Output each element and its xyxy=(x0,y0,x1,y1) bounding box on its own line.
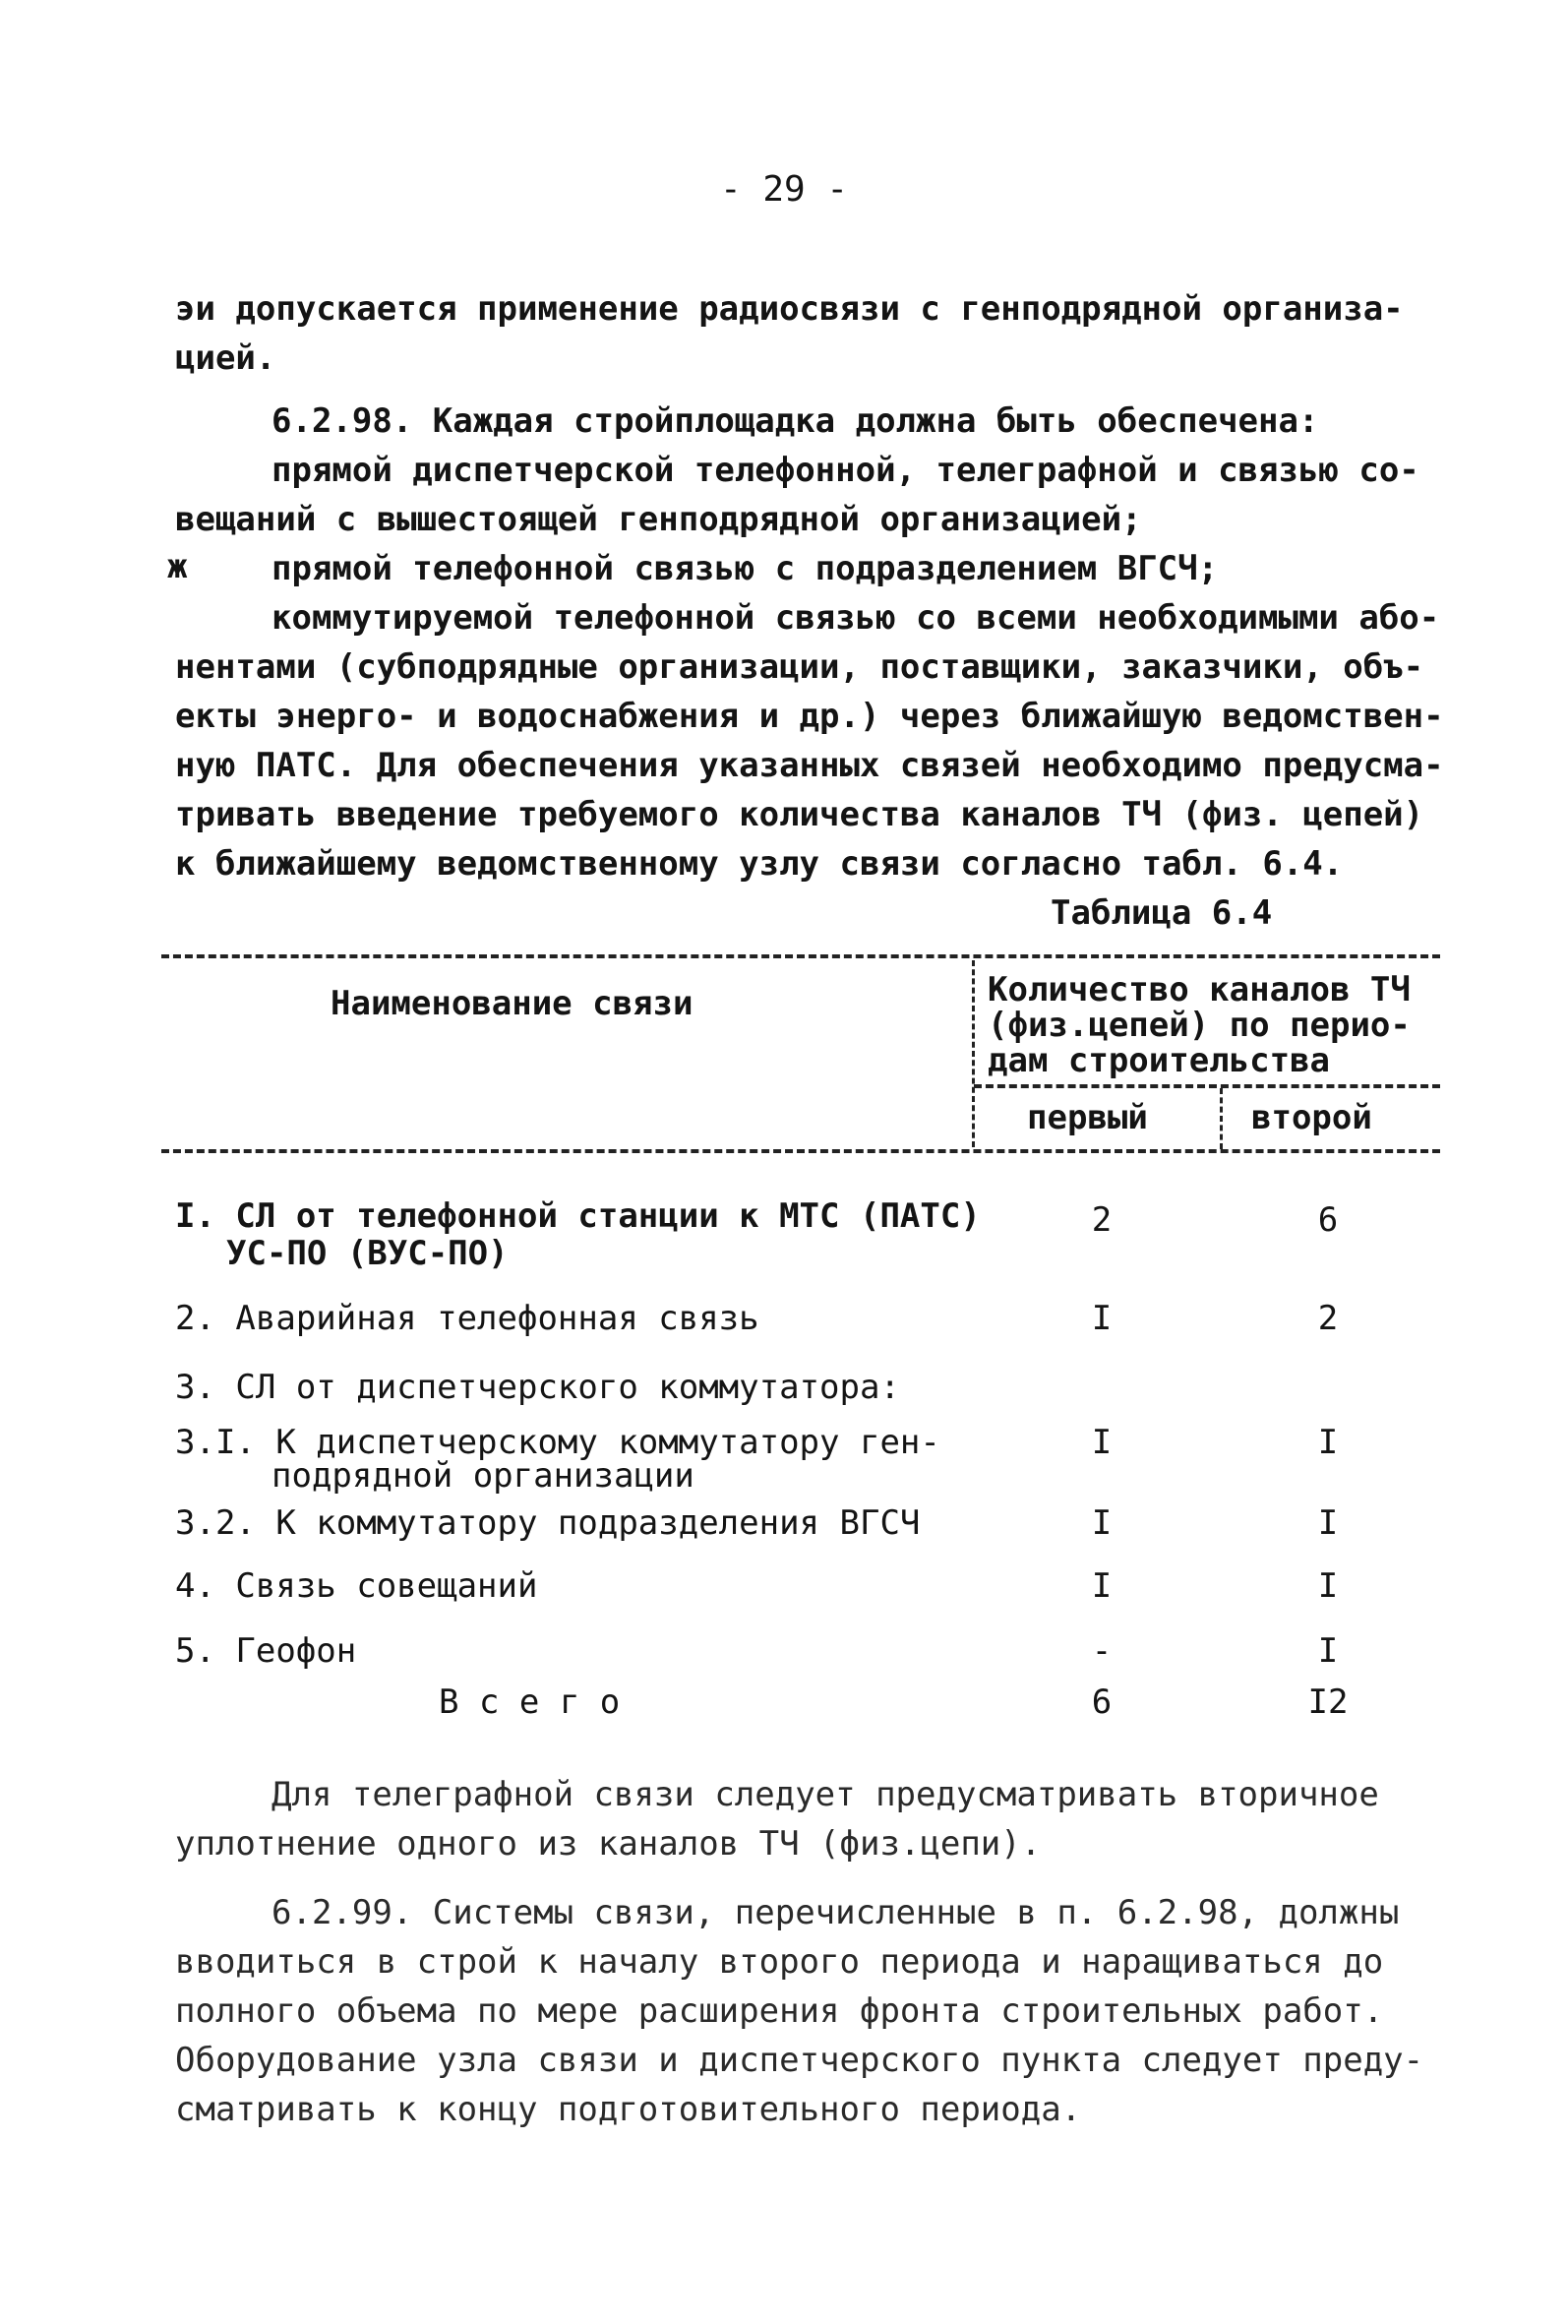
table-row-3-name: 3. СЛ от диспетчерского коммутатора: xyxy=(175,1368,900,1407)
table-row-3-1-first: I xyxy=(1091,1423,1113,1462)
section-6-2-98-line-7: екты энерго- и водоснабжения и др.) через ближайшую ведомствен- xyxy=(175,697,1444,736)
table-header-channels-line-3: дам строительства xyxy=(988,1041,1330,1080)
section-6-2-98-line-5: коммутируемой телефонной связью со всеми необходимыми або- xyxy=(271,598,1440,638)
table-row-3-1-name: 3.I. К диспетчерскому коммутатору ген- xyxy=(175,1423,940,1462)
table-row-3-2-second: I xyxy=(1317,1503,1339,1543)
table-row-3-1-name-cont: подрядной организации xyxy=(271,1456,694,1496)
table-row-3-1-second: I xyxy=(1317,1423,1339,1462)
section-6-2-98-line-6: нентами (субподрядные организации, поставщики, заказчики, объ- xyxy=(175,647,1424,687)
margin-mark: ж xyxy=(167,547,188,586)
section-6-2-99-line-3: полного объема по мере расширения фронта строительных работ. xyxy=(175,1991,1384,2031)
section-6-2-98-line-2: прямой диспетчерской телефонной, телеграфной и связью со- xyxy=(271,451,1419,490)
table-row-3-2-name: 3.2. К коммутатору подразделения ВГСЧ xyxy=(175,1503,921,1543)
table-row-3-2-first: I xyxy=(1091,1503,1113,1543)
table-total-second: I2 xyxy=(1307,1682,1349,1722)
table-row-4-second: I xyxy=(1317,1566,1339,1606)
section-6-2-98-line-9: тривать введение требуемого количества каналов ТЧ (физ. цепей) xyxy=(175,795,1424,834)
section-6-2-98-line-10: к ближайшему ведомственному узлу связи согласно табл. 6.4. xyxy=(175,844,1344,884)
table-header-period-2: второй xyxy=(1251,1098,1372,1137)
table-row-2-name: 2. Аварийная телефонная связь xyxy=(175,1299,759,1338)
section-6-2-98-line-8: ную ПАТС. Для обеспечения указанных связей необходимо предусма- xyxy=(175,746,1444,785)
table-row-1-name: I. СЛ от телефонной станции к МТС (ПАТС) xyxy=(175,1196,981,1236)
section-6-2-99-line-2: вводиться в строй к началу второго периода и наращиваться до xyxy=(175,1942,1384,1982)
section-6-2-99-line-4: Оборудование узла связи и диспетчерского пункта следует преду- xyxy=(175,2041,1424,2080)
table-row-5-second: I xyxy=(1317,1631,1339,1671)
table-row-2-first: I xyxy=(1091,1299,1113,1338)
table-row-4-first: I xyxy=(1091,1566,1113,1606)
table-column-divider xyxy=(972,960,975,1147)
paragraph-after-table-line-2: уплотнение одного из каналов ТЧ (физ.цепи). xyxy=(175,1824,1042,1864)
table-row-5-name: 5. Геофон xyxy=(175,1631,357,1671)
section-6-2-98-line-3: вещаний с вышестоящей генподрядной организацией; xyxy=(175,500,1142,539)
section-6-2-99-line-5: сматривать к концу подготовительного периода. xyxy=(175,2090,1082,2129)
table-row-2-second: 2 xyxy=(1317,1299,1339,1338)
paragraph-after-table-line-1: Для телеграфной связи следует предусматривать вторичное xyxy=(271,1775,1379,1814)
section-6-2-98-line-1: 6.2.98. Каждая стройплощадка должна быть обеспечена: xyxy=(271,401,1319,441)
section-6-2-99-line-1: 6.2.99. Системы связи, перечисленные в п. 6.2.98, должны xyxy=(271,1893,1400,1932)
table-header-channels-line-2: (физ.цепей) по перио- xyxy=(988,1006,1411,1045)
table-total-label: В с е г о xyxy=(439,1682,621,1722)
table-row-1-first: 2 xyxy=(1091,1200,1113,1240)
table-row-4-name: 4. Связь совещаний xyxy=(175,1566,538,1606)
table-header-period-1: первый xyxy=(1027,1098,1148,1137)
section-6-2-98-line-4: прямой телефонной связью с подразделением ВГСЧ; xyxy=(271,549,1219,588)
page-number: - 29 - xyxy=(719,169,849,210)
paragraph-1-line-1: эи допускается применение радиосвязи с генподрядной организа- xyxy=(175,289,1404,329)
table-period-divider xyxy=(1220,1088,1223,1149)
table-header-rule xyxy=(161,1149,1440,1153)
table-caption: Таблица 6.4 xyxy=(1051,893,1273,933)
table-header-channels-line-1: Количество каналов ТЧ xyxy=(988,970,1411,1009)
table-top-rule xyxy=(161,954,1440,958)
table-row-1-name-cont: УС-ПО (ВУС-ПО) xyxy=(226,1234,509,1273)
table-header-name: Наименование связи xyxy=(331,984,694,1023)
table-row-5-first: - xyxy=(1091,1631,1113,1671)
table-total-first: 6 xyxy=(1091,1682,1113,1722)
table-row-1-second: 6 xyxy=(1317,1200,1339,1240)
table-subheader-rule xyxy=(974,1084,1440,1088)
paragraph-1-line-2: цией. xyxy=(175,338,276,378)
